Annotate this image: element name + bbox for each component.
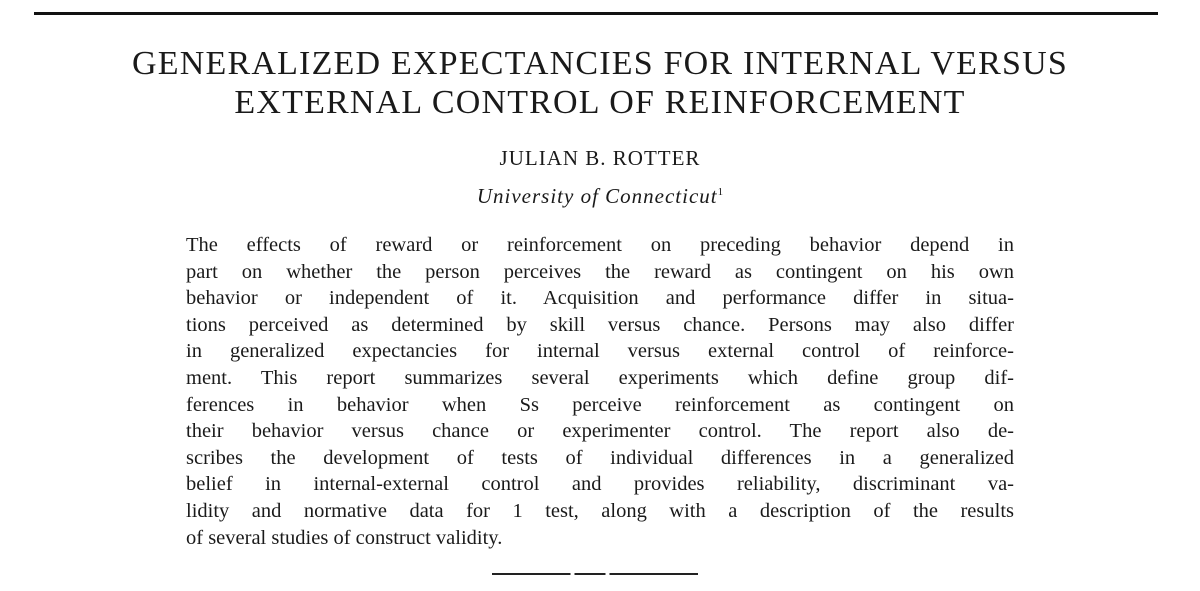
abstract-line: lidity and normative data for 1 test, along with a description of the results — [186, 499, 1014, 522]
abstract-line: scribes the development of tests of individual differences in a generalized — [186, 446, 1014, 469]
footnote-mark: 1 — [717, 186, 724, 198]
abstract-line: The effects of reward or reinforcement on preceding behavior depend in — [186, 234, 1014, 256]
abstract-line: their behavior versus chance or experimenter control. The report also de- — [186, 420, 1014, 443]
abstract-line: part on whether the person perceives the reward as contingent on his own — [186, 260, 1014, 283]
abstract-line: belief in internal-external control and provides reliability, discriminant va- — [186, 473, 1014, 496]
author-affiliation — [0, 184, 1200, 209]
title-line-2: EXTERNAL CONTROL OF REINFORCEMENT — [234, 84, 966, 121]
section-divider — [492, 573, 698, 575]
abstract — [186, 232, 1014, 551]
abstract-line: of several studies of construct validity. — [186, 526, 503, 549]
top-rule — [34, 12, 1158, 15]
title-line-1: GENERALIZED EXPECTANCIES FOR INTERNAL VERSUS — [132, 45, 1068, 82]
abstract-line: ment. This report summarizes several experiments which define group dif- — [186, 366, 1014, 389]
affiliation-text: University of Connecticut — [476, 184, 718, 208]
paper-title — [0, 44, 1200, 122]
abstract-line: behavior or independent of it. Acquisition and performance differ in situa- — [186, 287, 1014, 310]
author-name: JULIAN B. ROTTER — [499, 146, 701, 170]
abstract-line: in generalized expectancies for internal versus external control of reinforce- — [186, 340, 1014, 363]
abstract-line: ferences in behavior when Ss perceive reinforcement as contingent on — [186, 393, 1014, 416]
abstract-line: tions perceived as determined by skill versus chance. Persons may also differ — [186, 313, 1014, 336]
